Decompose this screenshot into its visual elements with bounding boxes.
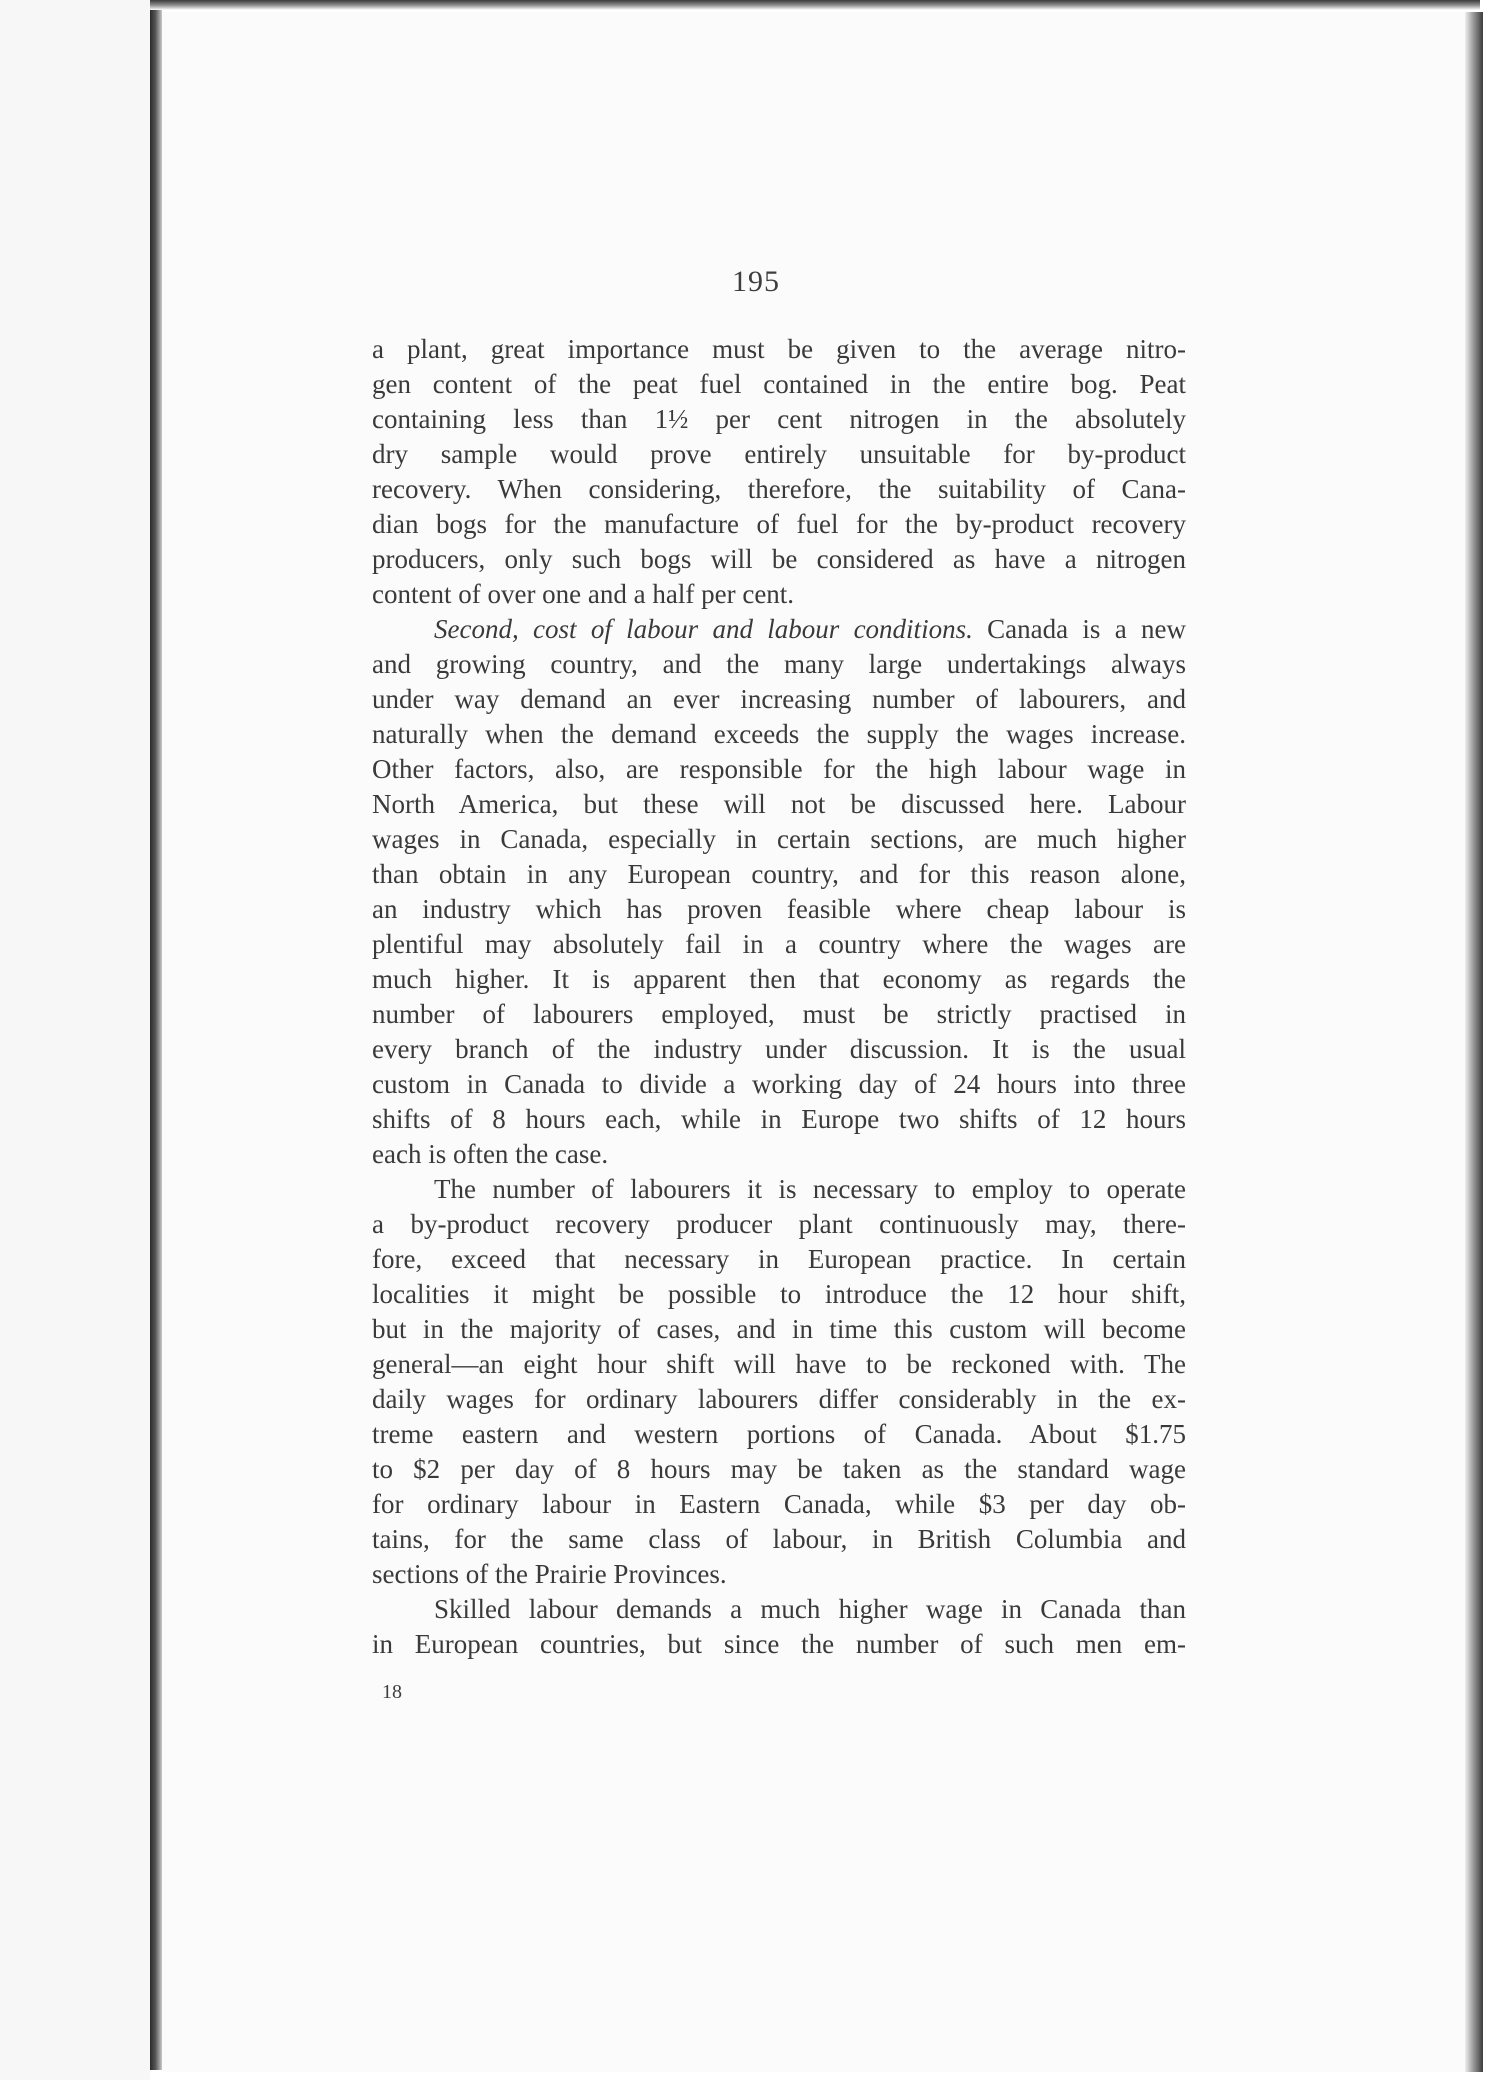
- text-line: dry sample would prove entirely unsuitable for by-product: [372, 439, 1186, 469]
- text-line: in European countries, but since the number of such men em-: [372, 1629, 1186, 1659]
- text-line-rest: Canada is a new: [972, 614, 1186, 644]
- text-line: Skilled labour demands a much higher wage in Canada than: [434, 1594, 1186, 1624]
- right-page-edge-shadow: [1465, 12, 1483, 2072]
- paragraph-2: [372, 612, 1186, 1172]
- text-line: The number of labourers it is necessary to employ to operate: [434, 1174, 1186, 1204]
- text-line: recovery. When considering, therefore, the suitability of Cana-: [372, 474, 1186, 504]
- paragraph-3: [372, 1172, 1186, 1592]
- text-line: containing less than 1½ per cent nitrogen in the absolutely: [372, 404, 1186, 434]
- text-line: dian bogs for the manufacture of fuel for the by-product recovery: [372, 509, 1186, 539]
- text-line: a by-product recovery producer plant continuously may, there-: [372, 1209, 1186, 1239]
- text-line: to $2 per day of 8 hours may be taken as the standard wage: [372, 1454, 1186, 1484]
- text-line: each is often the case.: [372, 1139, 609, 1169]
- text-line: sections of the Prairie Provinces.: [372, 1559, 727, 1589]
- text-line: producers, only such bogs will be considered as have a nitrogen: [372, 544, 1186, 574]
- top-page-edge-shadow: [150, 0, 1480, 10]
- right-margin: [1483, 10, 1512, 2080]
- text-line: much higher. It is apparent then that economy as regards the: [372, 964, 1186, 994]
- paragraph-1: [372, 332, 1186, 612]
- text-line: fore, exceed that necessary in European practice. In certain: [372, 1244, 1186, 1274]
- book-binding-shadow: [150, 10, 162, 2070]
- text-line: and growing country, and the many large undertakings always: [372, 649, 1186, 679]
- text-line: Other factors, also, are responsible for the high labour wage in: [372, 754, 1186, 784]
- text-line-with-italic-lead: [372, 612, 1186, 647]
- text-line: but in the majority of cases, and in time this custom will become: [372, 1314, 1186, 1344]
- text-line: treme eastern and western portions of Canada. About $1.75: [372, 1419, 1186, 1449]
- text-line: an industry which has proven feasible where cheap labour is: [372, 894, 1186, 924]
- text-line: content of over one and a half per cent.: [372, 579, 795, 609]
- text-line: every branch of the industry under discussion. It is the usual: [372, 1034, 1186, 1064]
- text-line: North America, but these will not be discussed here. Labour: [372, 789, 1186, 819]
- text-line: under way demand an ever increasing number of labourers, and: [372, 684, 1186, 714]
- text-line: daily wages for ordinary labourers differ considerably in the ex-: [372, 1384, 1186, 1414]
- text-line: wages in Canada, especially in certain sections, are much higher: [372, 824, 1186, 854]
- text-line: gen content of the peat fuel contained in the entire bog. Peat: [372, 369, 1186, 399]
- text-line: a plant, great importance must be given to the average nitro-: [372, 334, 1186, 364]
- facing-page-edge: [0, 0, 150, 2080]
- text-line: general—an eight hour shift will have to be reckoned with. The: [372, 1349, 1186, 1379]
- text-line: plentiful may absolutely fail in a country where the wages are: [372, 929, 1186, 959]
- text-line: tains, for the same class of labour, in British Columbia and: [372, 1524, 1186, 1554]
- text-line: naturally when the demand exceeds the supply the wages increase.: [372, 719, 1186, 749]
- text-line: shifts of 8 hours each, while in Europe two shifts of 12 hours: [372, 1104, 1186, 1134]
- paragraph-4: [372, 1592, 1186, 1662]
- page-number: 195: [732, 265, 780, 298]
- text-line: localities it might be possible to introduce the 12 hour shift,: [372, 1279, 1186, 1309]
- text-line: for ordinary labour in Eastern Canada, while $3 per day ob-: [372, 1489, 1186, 1519]
- italic-heading: Second, cost of labour and labour conditions.: [434, 614, 973, 644]
- text-line: number of labourers employed, must be strictly practised in: [372, 999, 1186, 1029]
- signature-mark: 18: [382, 1681, 402, 1703]
- text-line: than obtain in any European country, and for this reason alone,: [372, 859, 1186, 889]
- body-text: [372, 332, 1186, 1662]
- text-line: custom in Canada to divide a working day of 24 hours into three: [372, 1069, 1186, 1099]
